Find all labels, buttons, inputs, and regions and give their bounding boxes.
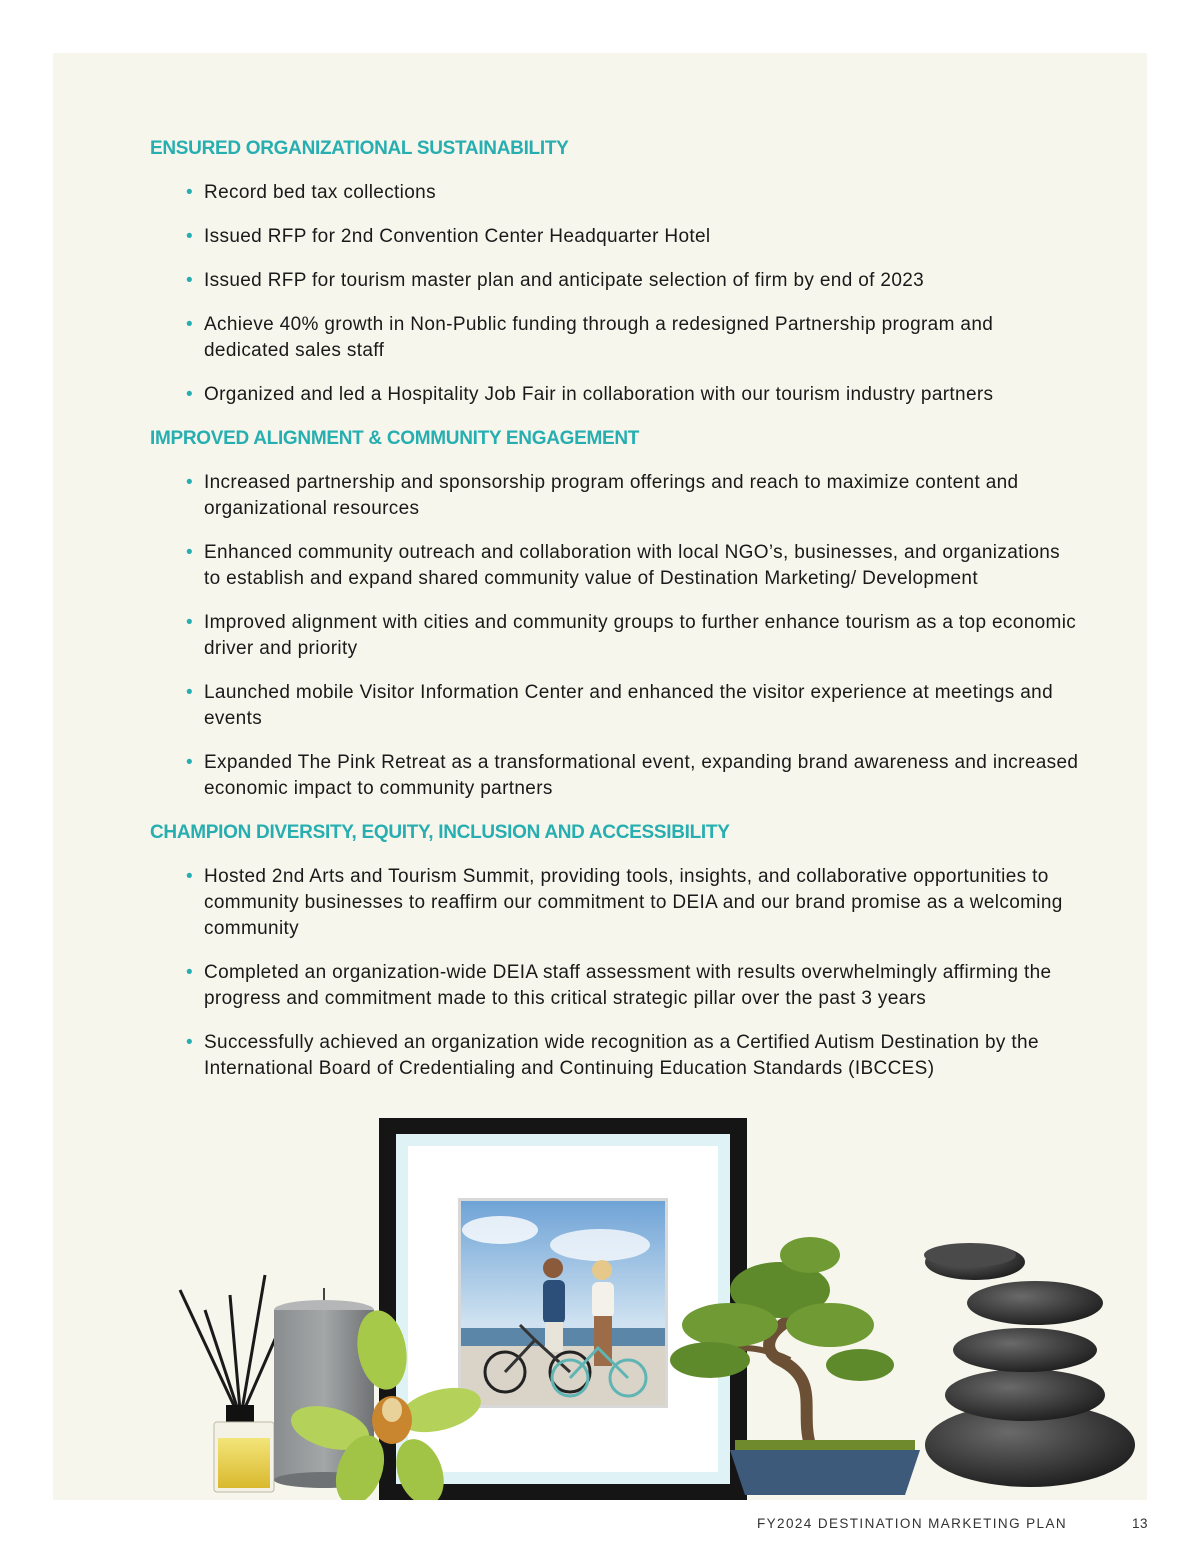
bullet-icon: • — [186, 1032, 194, 1053]
bullet-icon: • — [186, 384, 194, 405]
bullet-icon: • — [186, 612, 194, 633]
bullet-icon: • — [186, 962, 194, 983]
section-heading-sustainability: ENSURED ORGANIZATIONAL SUSTAINABILITY — [150, 138, 569, 159]
section-heading-alignment: IMPROVED ALIGNMENT & COMMUNITY ENGAGEMENT — [150, 428, 640, 449]
bullet-icon: • — [186, 226, 194, 247]
list-item: • Completed an organization-wide DEIA staff assessment with results overwhelmingly affirming the progress and commitment made to this critical strategic pillar over the past 3 years — [186, 962, 1052, 1009]
bullet-icon: • — [186, 314, 194, 335]
page-number: 13 — [1131, 1516, 1148, 1531]
bullet-icon: • — [186, 472, 194, 493]
bullet-icon: • — [186, 270, 194, 291]
list-item: • Improved alignment with cities and community groups to further enhance tourism as a top economic driver and priority — [186, 612, 1077, 659]
bullet-icon: • — [186, 682, 194, 703]
footer-title: FY2024 DESTINATION MARKETING PLAN — [756, 1516, 1067, 1531]
picture-frame — [379, 1118, 747, 1500]
bullet-icon: • — [186, 752, 194, 773]
list-item: • Achieve 40% growth in Non-Public funding through a redesigned Partnership program and dedicated sales staff — [186, 314, 994, 361]
list-item: • Issued RFP for 2nd Convention Center Headquarter Hotel — [186, 224, 1080, 250]
list-item: • Increased partnership and sponsorship program offerings and reach to maximize content and organizational resources — [186, 472, 1019, 519]
section-heading-deia: CHAMPION DIVERSITY, EQUITY, INCLUSION AND ACCESSIBILITY — [150, 822, 730, 843]
main-content — [150, 136, 1080, 1100]
spa-still-life-illustration — [170, 1110, 1150, 1500]
bullet-icon: • — [186, 182, 194, 203]
list-item: • Enhanced community outreach and collaboration with local NGO’s, businesses, and organizations to establish and expand shared community value of Destination Marketing/ Development — [186, 542, 1060, 589]
reed-diffuser — [180, 1275, 290, 1492]
list-item: • Launched mobile Visitor Information Center and enhanced the visitor experience at meetings and events — [186, 682, 1053, 729]
page-footer — [0, 1516, 1200, 1536]
deia-list — [150, 864, 1080, 1082]
alignment-list — [150, 470, 1080, 802]
list-item: • Expanded The Pink Retreat as a transformational event, expanding brand awareness and increased economic impact to community partners — [186, 752, 1079, 799]
list-item: • Organized and led a Hospitality Job Fair in collaboration with our tourism industry partners — [186, 382, 1080, 408]
list-item: • Issued RFP for tourism master plan and anticipate selection of firm by end of 2023 — [186, 268, 1080, 294]
list-item: • Hosted 2nd Arts and Tourism Summit, providing tools, insights, and collaborative opportunities to community businesses to reaffirm our commitment to DEIA and our brand promise as a welcoming community — [186, 866, 1063, 939]
bullet-icon: • — [186, 542, 194, 563]
bullet-icon: • — [186, 866, 194, 887]
list-item: • Successfully achieved an organization wide recognition as a Certified Autism Destination by the International Board of Credentialing and Continuing Education Standards (IBCCES) — [186, 1032, 1039, 1079]
list-item: • Record bed tax collections — [186, 180, 1080, 206]
stacked-stones — [924, 1243, 1135, 1487]
sustainability-list — [150, 180, 1080, 408]
